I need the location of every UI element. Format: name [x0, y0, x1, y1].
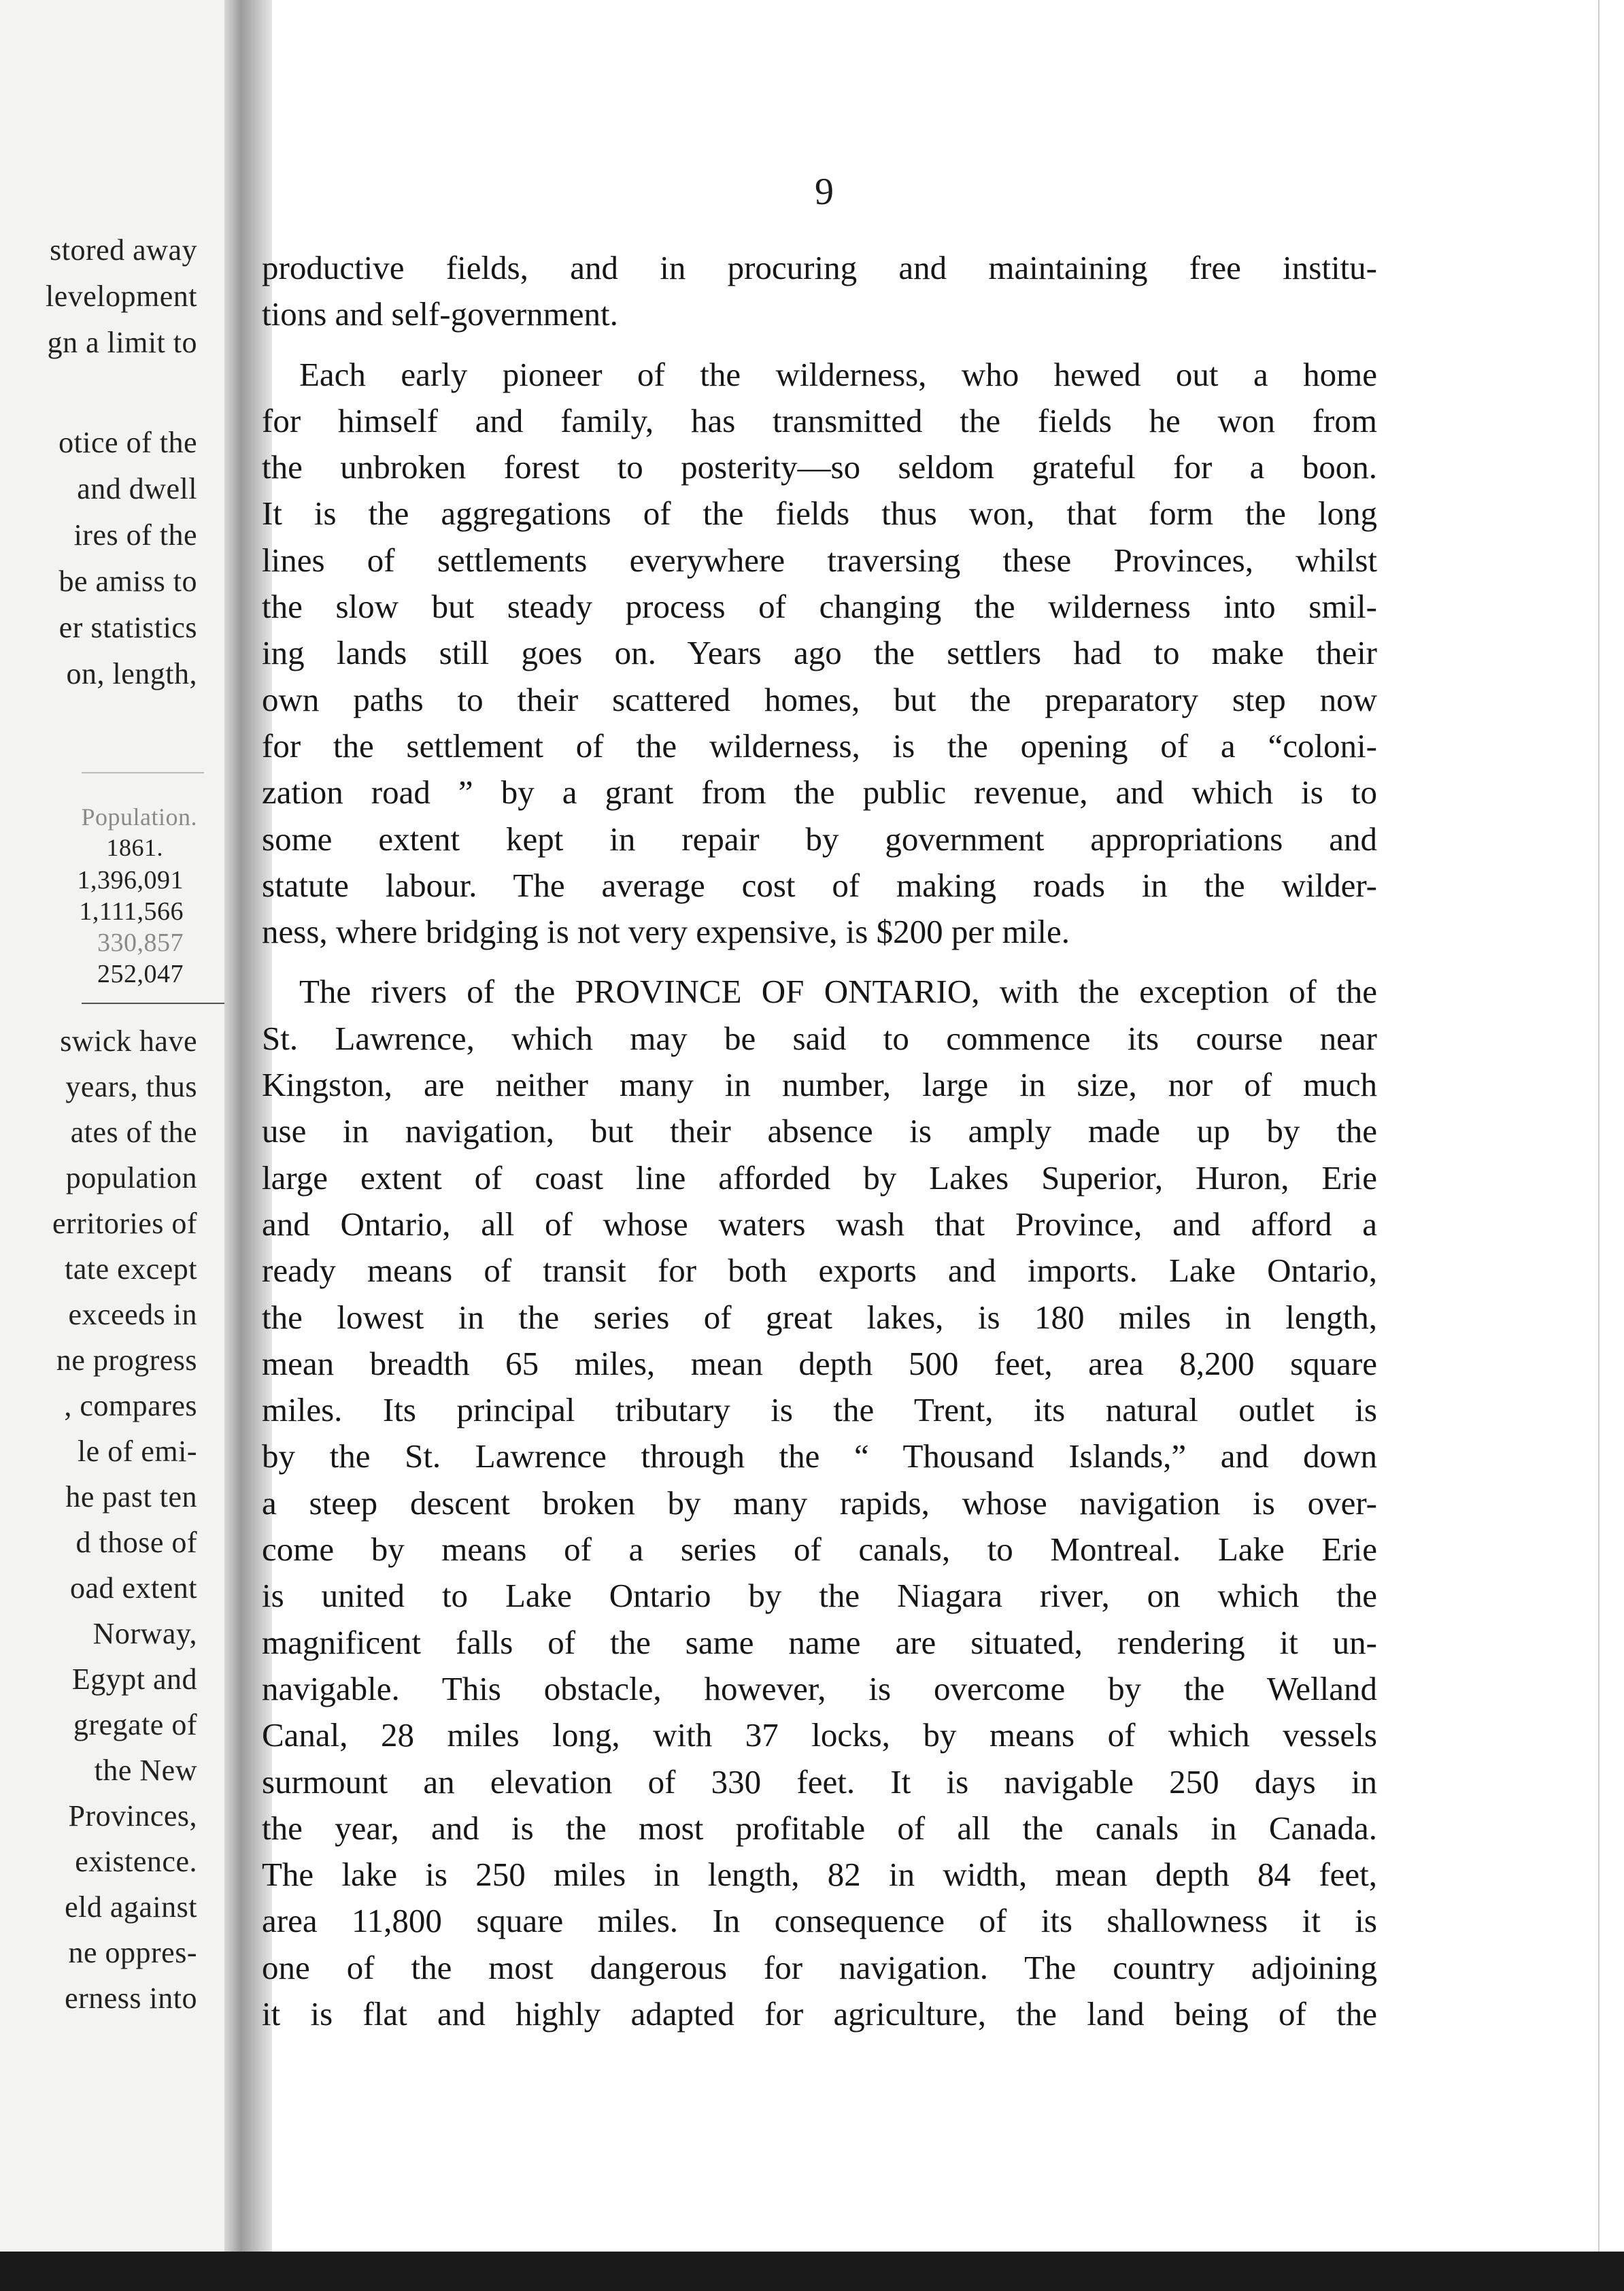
text-line: large extent of coast line afforded by Lakes Superior, Huron, Erie — [262, 1158, 1377, 1197]
text-line: statute labour. The average cost of making roads in the wilder- — [262, 866, 1377, 904]
left-table-bottom-rule — [82, 1003, 224, 1004]
left-facing-page — [0, 0, 224, 2291]
text-line: miles. Its principal tributary is the Trent, its natural outlet is — [262, 1391, 1377, 1429]
left-line: le of emi- — [77, 1435, 197, 1468]
text-line: Each early pioneer of the wilderness, who hewed out a home — [299, 355, 1377, 393]
text-line: come by means of a series of canals, to Montreal. Lake Erie — [262, 1531, 1377, 1569]
left-table-top-rule — [82, 772, 204, 773]
left-line: , compares — [64, 1389, 197, 1422]
text-line: lines of settlements everywhere traversing these Provinces, whilst — [262, 541, 1377, 579]
paragraph — [262, 245, 1377, 338]
text-line: ing lands still goes on. Years ago the settlers had to make their — [262, 634, 1377, 672]
left-line: oad extent — [69, 1571, 197, 1605]
left-line: Provinces, — [68, 1799, 197, 1833]
left-line: gn a limit to — [47, 326, 197, 359]
left-line: erness into — [65, 1981, 197, 2015]
text-line: it is flat and highly adapted for agriculture, the land being of the — [262, 1994, 1377, 2033]
left-line: years, thus — [65, 1070, 197, 1103]
text-line: Kingston, are neither many in number, large in size, nor of much — [262, 1066, 1377, 1104]
left-line: and dwell — [77, 472, 197, 505]
text-line: one of the most dangerous for navigation. The country adjoining — [262, 1948, 1377, 1986]
left-line: er statistics — [58, 611, 197, 644]
text-line: a steep descent broken by many rapids, whose navigation is over- — [262, 1484, 1377, 1522]
left-line: stored away — [50, 233, 197, 267]
text-line: The lake is 250 miles in length, 82 in width, mean depth 84 feet, — [262, 1856, 1377, 1894]
left-line: gregate of — [73, 1708, 197, 1741]
text-line: mean breadth 65 miles, mean depth 500 feet, area 8,200 square — [262, 1344, 1377, 1382]
text-line: the year, and is the most profitable of all the canals in Canada. — [262, 1809, 1377, 1847]
left-table-value: 1,396,091 — [77, 866, 184, 894]
left-line: he past ten — [65, 1480, 197, 1514]
text-line: magnificent falls of the same name are situated, rendering it un- — [262, 1623, 1377, 1661]
text-line: and Ontario, all of whose waters wash that Province, and afford a — [262, 1205, 1377, 1243]
page-edge — [1598, 0, 1624, 2291]
left-table-value: 330,857 — [97, 929, 184, 957]
left-line: swick have — [60, 1024, 197, 1058]
left-line: Norway, — [92, 1617, 197, 1650]
text-line: some extent kept in repair by government appropriations and — [262, 820, 1377, 858]
text-line: zation road ” by a grant from the public revenue, and which is to — [262, 773, 1377, 812]
left-table-header: Population. — [81, 803, 197, 831]
left-line: population — [65, 1161, 197, 1194]
left-line: levelopment — [46, 280, 197, 313]
text-line: tions and self-government. — [262, 295, 618, 333]
text-line: surmount an elevation of 330 feet. It is navigable 250 days in — [262, 1762, 1377, 1801]
left-line: tate except — [65, 1252, 197, 1286]
text-line: navigable. This obstacle, however, is overcome by the Welland — [262, 1669, 1377, 1707]
left-line: ne oppres- — [68, 1936, 197, 1969]
left-table-value: 252,047 — [97, 960, 184, 988]
body-text — [262, 245, 1377, 2037]
paragraph — [262, 969, 1377, 2037]
left-line: the New — [94, 1754, 197, 1787]
left-line: existence. — [75, 1845, 197, 1878]
left-line: ates of the — [70, 1116, 197, 1149]
text-line: Canal, 28 miles long, with 37 locks, by means of which vessels — [262, 1716, 1377, 1754]
text-line: for himself and family, has transmitted the fields he won from — [262, 401, 1377, 439]
left-table-value: 1,111,566 — [79, 897, 184, 926]
text-line: productive fields, and in procuring and maintaining free institu- — [262, 249, 1377, 286]
text-line: The rivers of the PROVINCE OF ONTARIO, with the exception of the — [299, 973, 1377, 1011]
text-line: ready means of transit for both exports and imports. Lake Ontario, — [262, 1252, 1377, 1290]
left-line: on, length, — [66, 657, 197, 690]
scan-bottom-band — [0, 2252, 1624, 2291]
left-line: erritories of — [52, 1207, 197, 1240]
text-line: It is the aggregations of the fields thus won, that form the long — [262, 495, 1377, 533]
left-line: ires of the — [73, 518, 197, 552]
left-line: be amiss to — [58, 565, 197, 598]
text-line: use in navigation, but their absence is amply made up by the — [262, 1112, 1377, 1150]
text-line: St. Lawrence, which may be said to commence its course near — [262, 1019, 1377, 1057]
text-line: the slow but steady process of changing the wilderness into smil- — [262, 588, 1377, 626]
text-line: for the settlement of the wilderness, is the opening of a “coloni- — [262, 726, 1377, 765]
page-number: 9 — [815, 171, 834, 213]
left-line: otice of the — [58, 426, 197, 459]
text-line: the lowest in the series of great lakes, is 180 miles in length, — [262, 1298, 1377, 1336]
text-line: is united to Lake Ontario by the Niagara river, on which the — [262, 1577, 1377, 1615]
text-line: area 11,800 square miles. In consequence of its shallowness it is — [262, 1902, 1377, 1940]
left-line: Egypt and — [71, 1662, 197, 1696]
left-line: ne progress — [56, 1343, 197, 1377]
text-line: own paths to their scattered homes, but the preparatory step now — [262, 680, 1377, 718]
left-line: d those of — [75, 1526, 197, 1559]
left-line: exceeds in — [68, 1298, 197, 1331]
text-line: the unbroken forest to posterity—so seldom grateful for a boon. — [262, 448, 1377, 486]
paragraph — [262, 352, 1377, 956]
text-line: by the St. Lawrence through the “ Thousand Islands,” and down — [262, 1437, 1377, 1475]
left-line: eld against — [65, 1890, 197, 1924]
left-table-year: 1861. — [106, 834, 163, 861]
text-line: ness, where bridging is not very expensive, is $200 per mile. — [262, 913, 1070, 951]
